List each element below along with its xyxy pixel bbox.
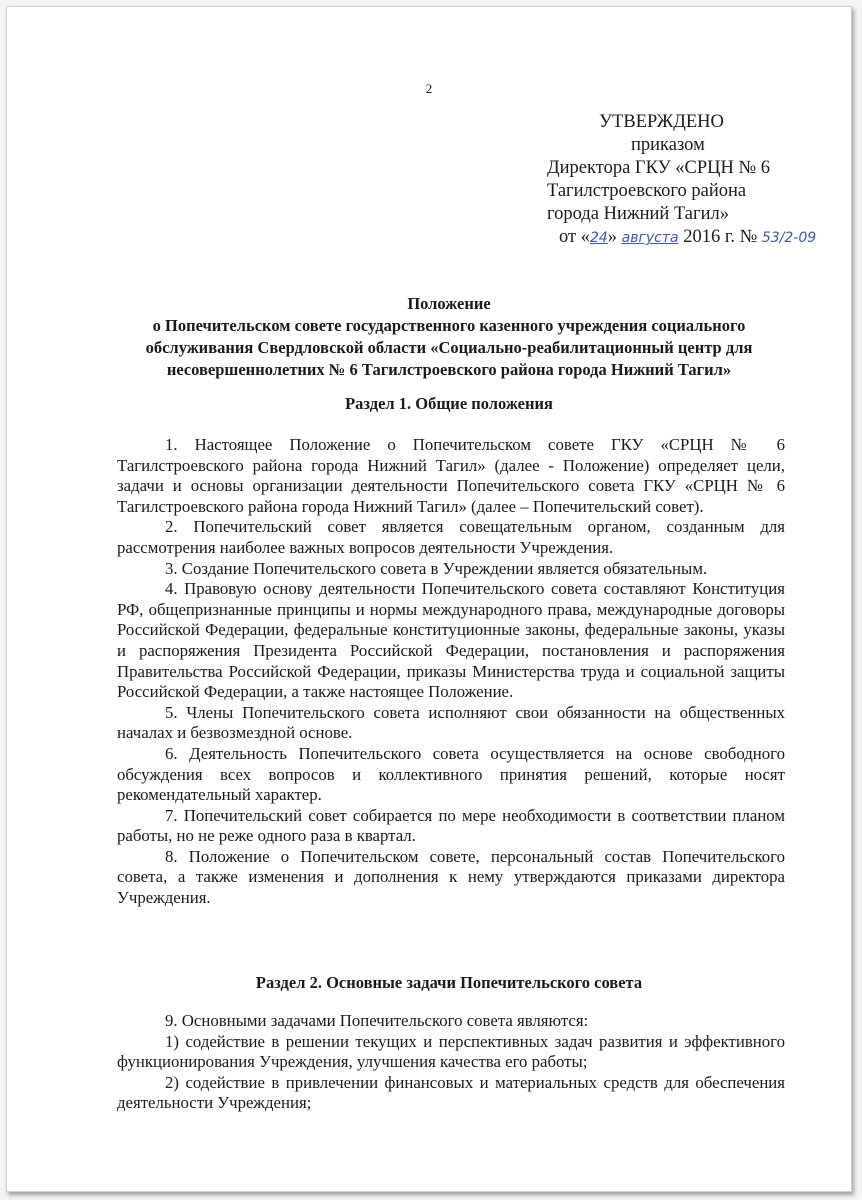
paragraph: 5. Члены Попечительского совета исполняют свои обязанности на общественных началах и безвозмездной основе.: [117, 702, 785, 743]
title-heading: Положение: [407, 294, 491, 313]
approval-block: [539, 111, 816, 250]
approved-label: УТВЕРЖДЕНО: [599, 112, 724, 132]
date-mid: »: [607, 227, 622, 247]
title-line-1: о Попечительском совете государственного казенного учреждения социального: [152, 316, 746, 335]
section-2-heading: Раздел 2. Основные задачи Попечительского совета: [255, 973, 643, 992]
paragraph: 2. Попечительский совет является совещательным органом, созданным для рассмотрения наиболее важных вопросов деятельности Учреждения.: [117, 517, 785, 557]
section-1-heading: Раздел 1. Общие положения: [345, 394, 553, 413]
handwritten-order-number: 53/2-09: [761, 230, 817, 246]
city-line: города Нижний Тагил»: [547, 204, 729, 224]
paragraph: 4. Правовую основу деятельности Попечительского совета составляют Конституция РФ, общепризнанные принципы и нормы международного права, международные договоры Российской Федерации, федеральные конституционные законы, федеральные законы, указы и распоряжения Президента Российской Федерации, постановления и распоряжения Правительства Российской Федерации, приказы Министерства труда и социальной защиты Российской Федерации, а также настоящее Положение.: [117, 579, 785, 702]
paragraph: 7. Попечительский совет собирается по мере необходимости в соответствии планом работы, но не реже одного раза в квартал.: [117, 805, 785, 846]
section-1-body: [117, 435, 785, 909]
date-prefix: от «: [559, 227, 590, 247]
approval-date-line: [539, 226, 816, 250]
document-title: [99, 293, 799, 381]
handwritten-month: августа: [621, 230, 679, 246]
paragraph: 1. Настоящее Положение о Попечительском совете ГКУ «СРЦН № 6 Тагилстроевского района города Нижний Тагил» (далее - Положение) определяет цели, задачи и основы организации деятельности Попечительского совета ГКУ «СРЦН № 6 Тагилстроевского района города Нижний Тагил» (далее – Попечительский совет).: [117, 435, 785, 516]
page-number: 2: [425, 81, 433, 96]
year-text: 2016 г. №: [678, 227, 762, 247]
paragraph: 8. Положение о Попечительском совете, персональный состав Попечительского совета, а также изменения и дополнения к нему утверждаются приказами директора Учреждения.: [117, 846, 785, 908]
title-line-2: обслуживания Свердловской области «Социально-реабилитационный центр для: [145, 338, 753, 357]
paragraph: 9. Основными задачами Попечительского совета являются:: [165, 1011, 589, 1030]
director-line: Директора ГКУ «СРЦН № 6: [547, 158, 771, 178]
paragraph: 2) содействие в привлечении финансовых и материальных средств для обеспечения деятельности Учреждения;: [117, 1072, 785, 1113]
handwritten-day: 24: [589, 230, 608, 246]
section-2-body: [117, 1011, 785, 1114]
paragraph: 1) содействие в решении текущих и перспективных задач развития и эффективного функционирования Учреждения, улучшения качества его работы;: [117, 1031, 785, 1072]
district-line: Тагилстроевского района: [547, 181, 747, 201]
by-order-label: приказом: [631, 135, 705, 155]
paragraph: 3. Создание Попечительского совета в Учреждении является обязательным.: [165, 558, 708, 578]
paragraph: 6. Деятельность Попечительского совета осуществляется на основе свободного обсуждения всех вопросов и коллективного принятия решений, которые носят рекомендательный характер.: [117, 743, 785, 805]
document-page: [6, 6, 852, 1192]
title-line-3: несовершеннолетних № 6 Тагилстроевского района города Нижний Тагил»: [166, 360, 732, 379]
